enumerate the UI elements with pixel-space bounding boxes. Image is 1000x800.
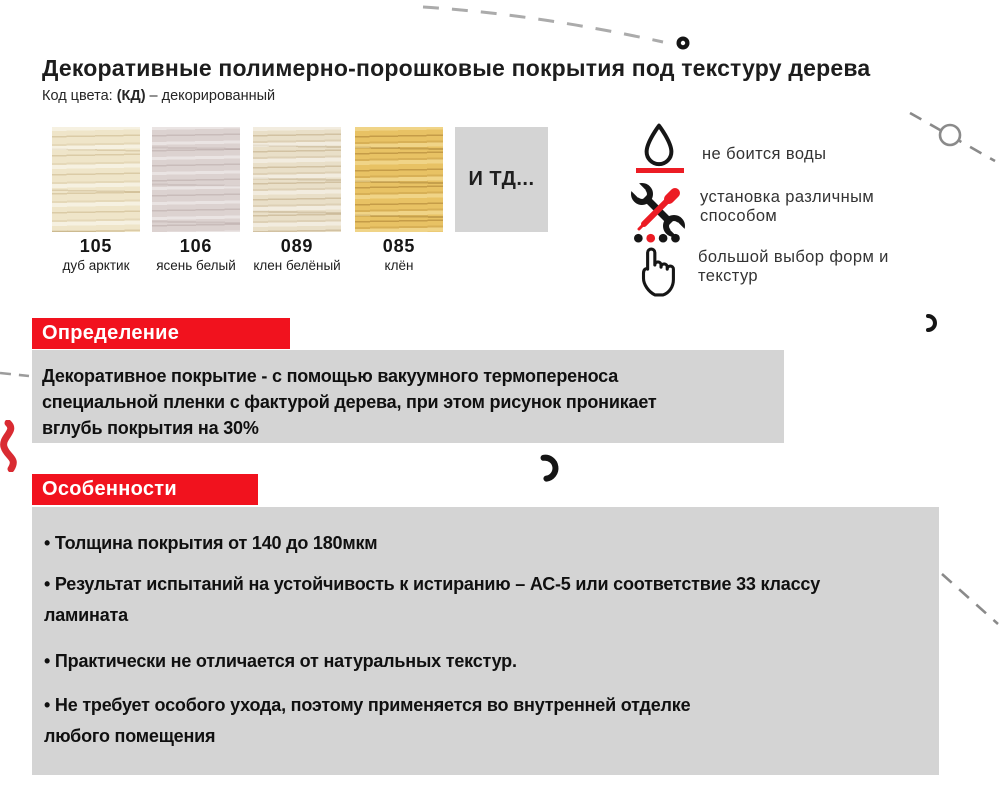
- features-box: [32, 507, 939, 775]
- subtitle-suffix: – декорированный: [149, 88, 276, 104]
- comma-decoration-small: [923, 312, 941, 334]
- wood-swatch-085: [355, 127, 443, 232]
- etc-placeholder-box: [455, 127, 548, 232]
- feature-line: • Не требует особого ухода, поэтому применяется во внутренней отделке: [44, 690, 690, 721]
- feature-bullet: [44, 569, 820, 631]
- feature-line: ламината: [44, 605, 128, 625]
- page-title: Декоративные полимерно-порошковые покрытия под текстуру дерева: [42, 55, 871, 81]
- swatch-code: 089: [280, 236, 314, 256]
- swatch-caption: [249, 236, 345, 273]
- swatch-caption: [355, 236, 443, 273]
- swatch-name: клён: [384, 258, 414, 273]
- bottom-right-dashed-line-decoration: [938, 566, 1000, 630]
- swatch-caption: [152, 236, 240, 273]
- benefit-label-variety: большой выбор форм и текстур: [698, 248, 889, 285]
- feature-bullet: [44, 528, 377, 559]
- feature-line: • Толщина покрытия от 140 до 180мкм: [44, 528, 377, 559]
- swatch-code: 106: [179, 236, 213, 256]
- wood-swatch-106: [152, 127, 240, 232]
- swatch-code: 105: [79, 236, 113, 256]
- feature-line: • Результат испытаний на устойчивость к истиранию – АС-5 или соответствие 33 классу: [44, 569, 820, 600]
- swatch-code: 085: [382, 236, 416, 256]
- feature-line: • Практически не отличается от натуральных текстур.: [44, 646, 517, 677]
- hand-click-icon: [631, 232, 689, 298]
- subtitle-code: (КД): [116, 88, 146, 104]
- swatch-name: дуб арктик: [62, 258, 130, 273]
- wood-swatch-089: [253, 127, 341, 232]
- features-heading: Особенности: [32, 474, 258, 505]
- definition-text: [42, 363, 657, 441]
- definition-heading: Определение: [32, 318, 290, 349]
- etc-label: И ТД...: [468, 168, 535, 190]
- swatch-caption: [52, 236, 140, 273]
- red-squiggle-decoration: [0, 420, 26, 472]
- definition-box: [32, 350, 784, 443]
- definition-line: Декоративное покрытие - с помощью вакуумного термопереноса: [42, 366, 619, 386]
- subtitle-prefix: Код цвета:: [42, 88, 113, 104]
- black-donut-decoration: [673, 33, 693, 53]
- red-underline-bar: [636, 168, 684, 173]
- water-drop-icon: [637, 123, 681, 169]
- definition-line: специальной пленки с фактурой дерева, при этом рисунок проникает: [42, 392, 657, 412]
- definition-line: вглубь покрытия на 30%: [42, 418, 259, 438]
- benefit-label-water: не боится воды: [702, 145, 827, 163]
- swatch-name: клен белёный: [253, 258, 341, 273]
- left-dashed-line-decoration: [0, 366, 30, 382]
- benefit-label-install: установка различным способом: [700, 188, 875, 225]
- comma-decoration-large: [538, 452, 562, 484]
- feature-line: любого помещения: [44, 726, 216, 746]
- color-code-subtitle: [42, 88, 279, 104]
- wood-swatch-105: [52, 127, 140, 232]
- feature-bullet: [44, 690, 690, 752]
- top-dashed-curve-decoration: [415, 0, 675, 50]
- feature-bullet: [44, 646, 517, 677]
- tools-icon: [630, 182, 686, 238]
- swatch-name: ясень белый: [156, 258, 236, 273]
